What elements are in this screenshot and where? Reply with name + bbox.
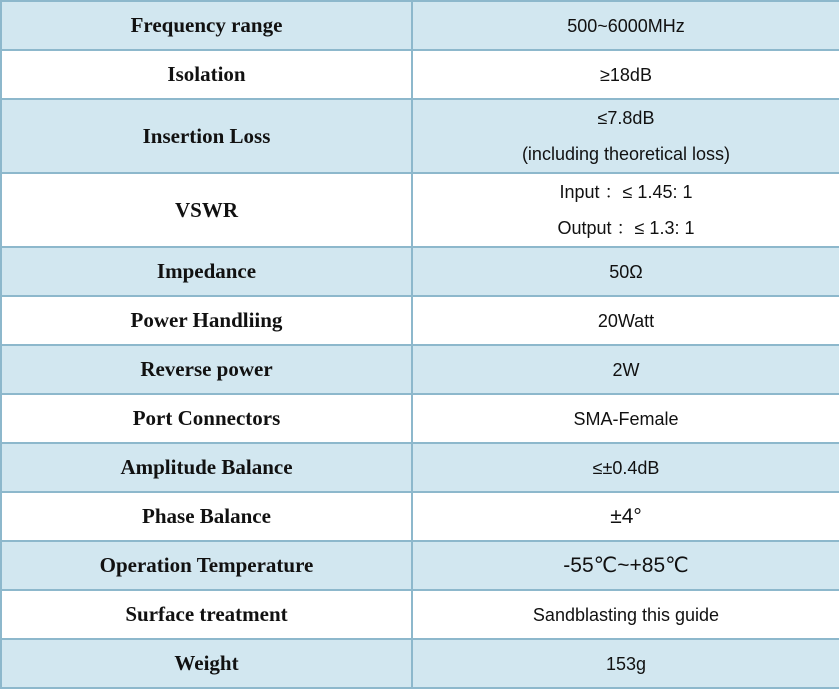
table-row xyxy=(1,345,839,394)
spec-value-line: ≤±0.4dB xyxy=(592,457,660,478)
spec-value xyxy=(412,492,839,541)
spec-value xyxy=(412,296,839,345)
spec-value-line: ≥18dB xyxy=(600,64,652,85)
spec-label: VSWR xyxy=(1,173,412,247)
spec-value xyxy=(412,639,839,688)
table-row xyxy=(1,247,839,296)
spec-value-line: ≤7.8dB xyxy=(597,108,655,128)
spec-value xyxy=(412,590,839,639)
spec-value-line: 153g xyxy=(605,653,647,674)
spec-label: Frequency range xyxy=(1,1,412,50)
table-row xyxy=(1,99,839,173)
spec-value xyxy=(412,394,839,443)
spec-label: Phase Balance xyxy=(1,492,412,541)
spec-label: Surface treatment xyxy=(1,590,412,639)
spec-value-line: -55℃~+85℃ xyxy=(563,553,689,577)
table-row xyxy=(1,394,839,443)
spec-value xyxy=(412,1,839,50)
spec-value-line: SMA-Female xyxy=(573,408,679,429)
table-row xyxy=(1,541,839,590)
table-row xyxy=(1,492,839,541)
table-row xyxy=(1,639,839,688)
spec-value-line: 50Ω xyxy=(609,261,643,282)
table-row xyxy=(1,443,839,492)
table-row xyxy=(1,50,839,99)
spec-label: Weight xyxy=(1,639,412,688)
spec-value-line: 2W xyxy=(612,359,640,380)
spec-label: Power Handliing xyxy=(1,296,412,345)
spec-label: Amplitude Balance xyxy=(1,443,412,492)
spec-value xyxy=(412,50,839,99)
spec-label: Reverse power xyxy=(1,345,412,394)
spec-label: Operation Temperature xyxy=(1,541,412,590)
spec-label: Impedance xyxy=(1,247,412,296)
spec-label: Port Connectors xyxy=(1,394,412,443)
spec-value xyxy=(412,541,839,590)
spec-value xyxy=(412,99,839,173)
spec-value-line: 20Watt xyxy=(597,310,655,331)
spec-value xyxy=(412,345,839,394)
spec-value-line: Sandblasting this guide xyxy=(532,604,720,625)
spec-label: Insertion Loss xyxy=(1,99,412,173)
spec-value-line: 500~6000MHz xyxy=(567,15,685,36)
spec-value xyxy=(412,247,839,296)
table-row xyxy=(1,296,839,345)
spec-value xyxy=(412,173,839,247)
spec-label: Isolation xyxy=(1,50,412,99)
table-row xyxy=(1,1,839,50)
spec-value xyxy=(412,443,839,492)
spec-value-line: Output ：≤ 1.3: 1 xyxy=(557,218,695,238)
table-row xyxy=(1,173,839,247)
spec-value-line: ±4° xyxy=(610,504,642,528)
spec-value-line: Input ：≤ 1.45: 1 xyxy=(559,182,693,202)
table-row xyxy=(1,590,839,639)
spec-value-line: (including theoretical loss) xyxy=(521,144,731,164)
